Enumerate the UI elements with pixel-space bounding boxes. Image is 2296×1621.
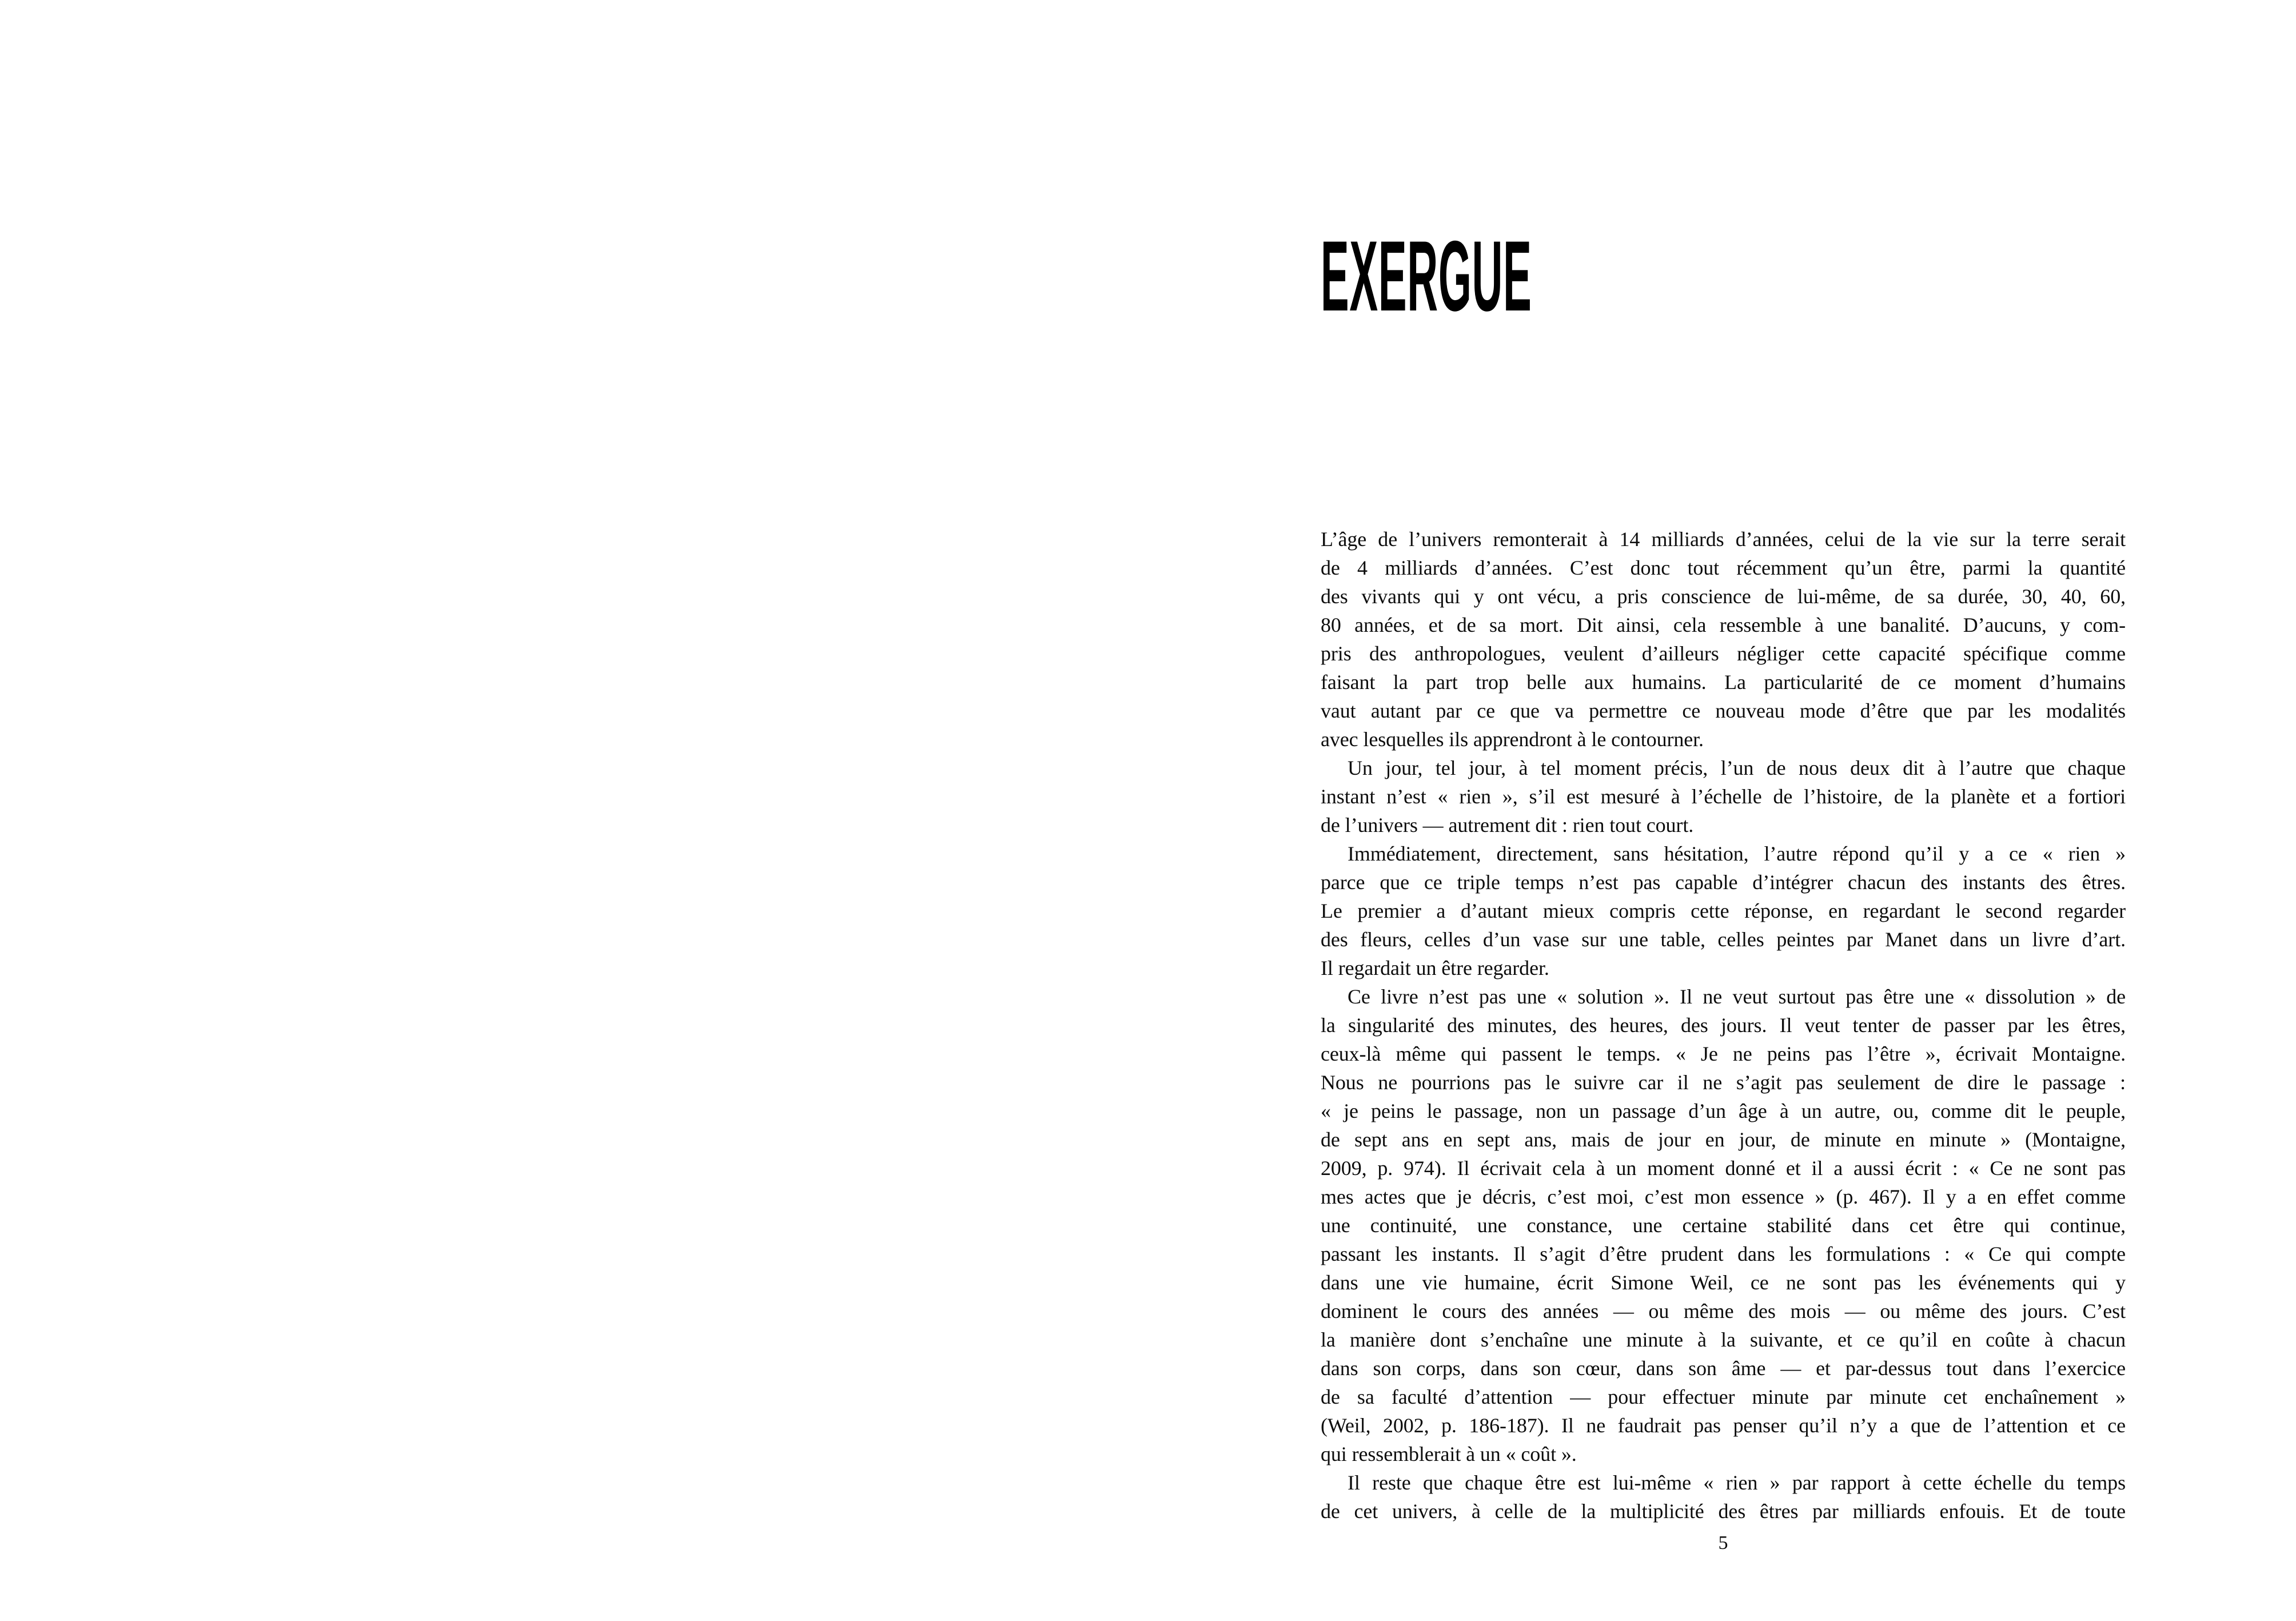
body-text bbox=[1321, 525, 2126, 1526]
text-line: vaut autant par ce que va permettre ce nouveau mode d’être que par les modalités bbox=[1321, 699, 2126, 722]
text-line: de cet univers, à celle de la multiplicité des êtres par milliards enfouis. Et de toute bbox=[1321, 1500, 2126, 1523]
right-page bbox=[1148, 0, 2296, 1621]
chapter-title: EXERGUE bbox=[1321, 221, 1532, 332]
text-line: de 4 milliards d’années. C’est donc tout récemment qu’un être, parmi la quantité bbox=[1321, 556, 2126, 579]
text-line: ceux-là même qui passent le temps. « Je ne peins pas l’être », écrivait Montaigne. bbox=[1321, 1042, 2126, 1065]
text-line: (Weil, 2002, p. 186-187). Il ne faudrait pas penser qu’il n’y a que de l’attention et ce bbox=[1321, 1414, 2126, 1437]
text-line: des fleurs, celles d’un vase sur une table, celles peintes par Manet dans un livre d’art. bbox=[1321, 928, 2126, 951]
text-line: de sa faculté d’attention — pour effectuer minute par minute cet enchaînement » bbox=[1321, 1385, 2126, 1408]
text-line: dominent le cours des années — ou même des mois — ou même des jours. C’est bbox=[1321, 1300, 2126, 1323]
paragraph bbox=[1321, 754, 2126, 839]
text-line: Un jour, tel jour, à tel moment précis, l’un de nous deux dit à l’autre que chaque bbox=[1348, 756, 2126, 779]
text-line: Il regardait un être regarder. bbox=[1321, 957, 1549, 979]
text-line: de l’univers — autrement dit : rien tout court. bbox=[1321, 814, 1694, 837]
paragraph bbox=[1321, 525, 2126, 754]
text-line: mes actes que je décris, c’est moi, c’est mon essence » (p. 467). Il y a en effet comme bbox=[1321, 1185, 2126, 1208]
text-line: Immédiatement, directement, sans hésitation, l’autre répond qu’il y a ce « rien » bbox=[1348, 842, 2126, 865]
text-line: dans son corps, dans son cœur, dans son âme — et par-dessus tout dans l’exercice bbox=[1321, 1357, 2126, 1380]
text-line: L’âge de l’univers remonterait à 14 milliards d’années, celui de la vie sur la terre serait bbox=[1321, 528, 2126, 551]
text-line: de sept ans en sept ans, mais de jour en jour, de minute en minute » (Montaigne, bbox=[1321, 1128, 2126, 1151]
text-line: Nous ne pourrions pas le suivre car il ne s’agit pas seulement de dire le passage : bbox=[1321, 1071, 2126, 1094]
text-line: des vivants qui y ont vécu, a pris conscience de lui-même, de sa durée, 30, 40, 60, bbox=[1321, 585, 2126, 608]
text-line: avec lesquelles ils apprendront à le contourner. bbox=[1321, 728, 1704, 751]
text-line: Il reste que chaque être est lui-même « rien » par rapport à cette échelle du temps bbox=[1348, 1471, 2126, 1494]
text-line: 2009, p. 974). Il écrivait cela à un moment donné et il a aussi écrit : « Ce ne sont pas bbox=[1321, 1157, 2126, 1180]
text-line: parce que ce triple temps n’est pas capable d’intégrer chacun des instants des êtres. bbox=[1321, 871, 2126, 894]
text-line: la singularité des minutes, des heures, des jours. Il veut tenter de passer par les êtres, bbox=[1321, 1014, 2126, 1037]
text-line: pris des anthropologues, veulent d’ailleurs négliger cette capacité spécifique comme bbox=[1321, 642, 2126, 665]
text-line: une continuité, une constance, une certaine stabilité dans cet être qui continue, bbox=[1321, 1214, 2126, 1237]
text-line: Le premier a d’autant mieux compris cette réponse, en regardant le second regarder bbox=[1321, 899, 2126, 922]
text-line: 80 années, et de sa mort. Dit ainsi, cela ressemble à une banalité. D’aucuns, y com- bbox=[1321, 614, 2126, 636]
page-number: 5 bbox=[1718, 1532, 1728, 1554]
text-line: dans une vie humaine, écrit Simone Weil, ce ne sont pas les événements qui y bbox=[1321, 1271, 2126, 1294]
text-line: la manière dont s’enchaîne une minute à la suivante, et ce qu’il en coûte à chacun bbox=[1321, 1328, 2126, 1351]
text-line: instant n’est « rien », s’il est mesuré à l’échelle de l’histoire, de la planète et a fortiori bbox=[1321, 785, 2126, 808]
paragraph bbox=[1321, 839, 2126, 982]
text-line: passant les instants. Il s’agit d’être prudent dans les formulations : « Ce qui compte bbox=[1321, 1242, 2126, 1265]
paragraph bbox=[1321, 1468, 2126, 1526]
paragraph bbox=[1321, 982, 2126, 1468]
text-line: qui ressemblerait à un « coût ». bbox=[1321, 1443, 1577, 1465]
text-line: Ce livre n’est pas une « solution ». Il ne veut surtout pas être une « dissolution » de bbox=[1348, 985, 2126, 1008]
text-line: « je peins le passage, non un passage d’un âge à un autre, ou, comme dit le peuple, bbox=[1321, 1100, 2126, 1122]
text-line: faisant la part trop belle aux humains. La particularité de ce moment d’humains bbox=[1321, 671, 2126, 694]
